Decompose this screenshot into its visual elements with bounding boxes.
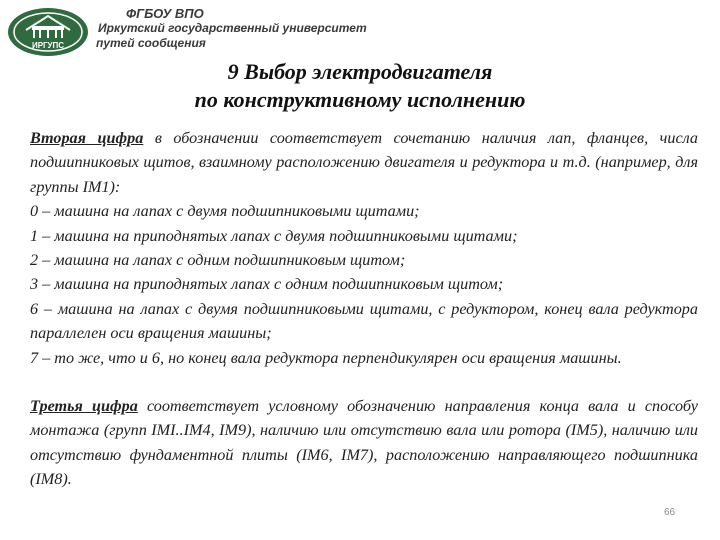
list-item: 7 – то же, что и 6, но конец вала редуктора перпендикулярен оси вращения машины. xyxy=(30,348,622,367)
page-number: 66 xyxy=(664,507,676,518)
org-line-2: Иркутский государственный университет xyxy=(98,21,367,35)
org-line-3: путей сообщения xyxy=(96,36,206,50)
list-item: 2 – машина на лапах с одним подшипниковым щитом; xyxy=(30,251,406,270)
university-logo xyxy=(4,4,92,60)
third-digit-term: Третья цифра xyxy=(30,397,138,416)
list-item: 3 – машина на приподнятых лапах с одним подшипниковым щитом; xyxy=(30,275,504,294)
list-item: 1 – машина на приподнятых лапах с двумя подшипниковыми щитами; xyxy=(30,226,518,245)
second-digit-term: Вторая цифра xyxy=(30,129,144,147)
paragraph-gap xyxy=(30,370,698,394)
organization-name xyxy=(98,6,367,51)
slide-body xyxy=(30,126,698,492)
title-line-1: 9 Выбор электродвигателя xyxy=(227,59,493,84)
logo-text: ИРГУПС xyxy=(31,41,65,50)
slide-title xyxy=(0,58,720,114)
org-line-1: ФГБОУ ВПО xyxy=(126,6,204,21)
header xyxy=(0,0,720,62)
paragraph-third-digit xyxy=(30,394,698,492)
paragraph-second-digit xyxy=(30,126,698,199)
third-digit-text: соответствует условному обозначению направления конца вала и способу монтажа (групп IMI..IM4, IM9), наличию или отсутствию вала или ротора (IM5), наличию или отсутствию фундаментной плиты (IM6, IM7), расположению направляющего подшипника (IM8). xyxy=(30,397,698,489)
list-item: 6 – машина на лапах с двумя подшипниковыми щитами, с редуктором, конец вала редуктора параллелен оси вращения машины; xyxy=(30,299,698,343)
second-digit-text: в обозначении соответствует сочетанию наличия лап, фланцев, числа подшипниковых щитов, взаимному расположению двигателя и редуктора и т.д. (например, для группы IM1): xyxy=(30,129,698,196)
title-line-2: по конструктивному исполнению xyxy=(194,87,526,112)
list-item: 0 – машина на лапах с двумя подшипниковыми щитами; xyxy=(30,202,420,221)
